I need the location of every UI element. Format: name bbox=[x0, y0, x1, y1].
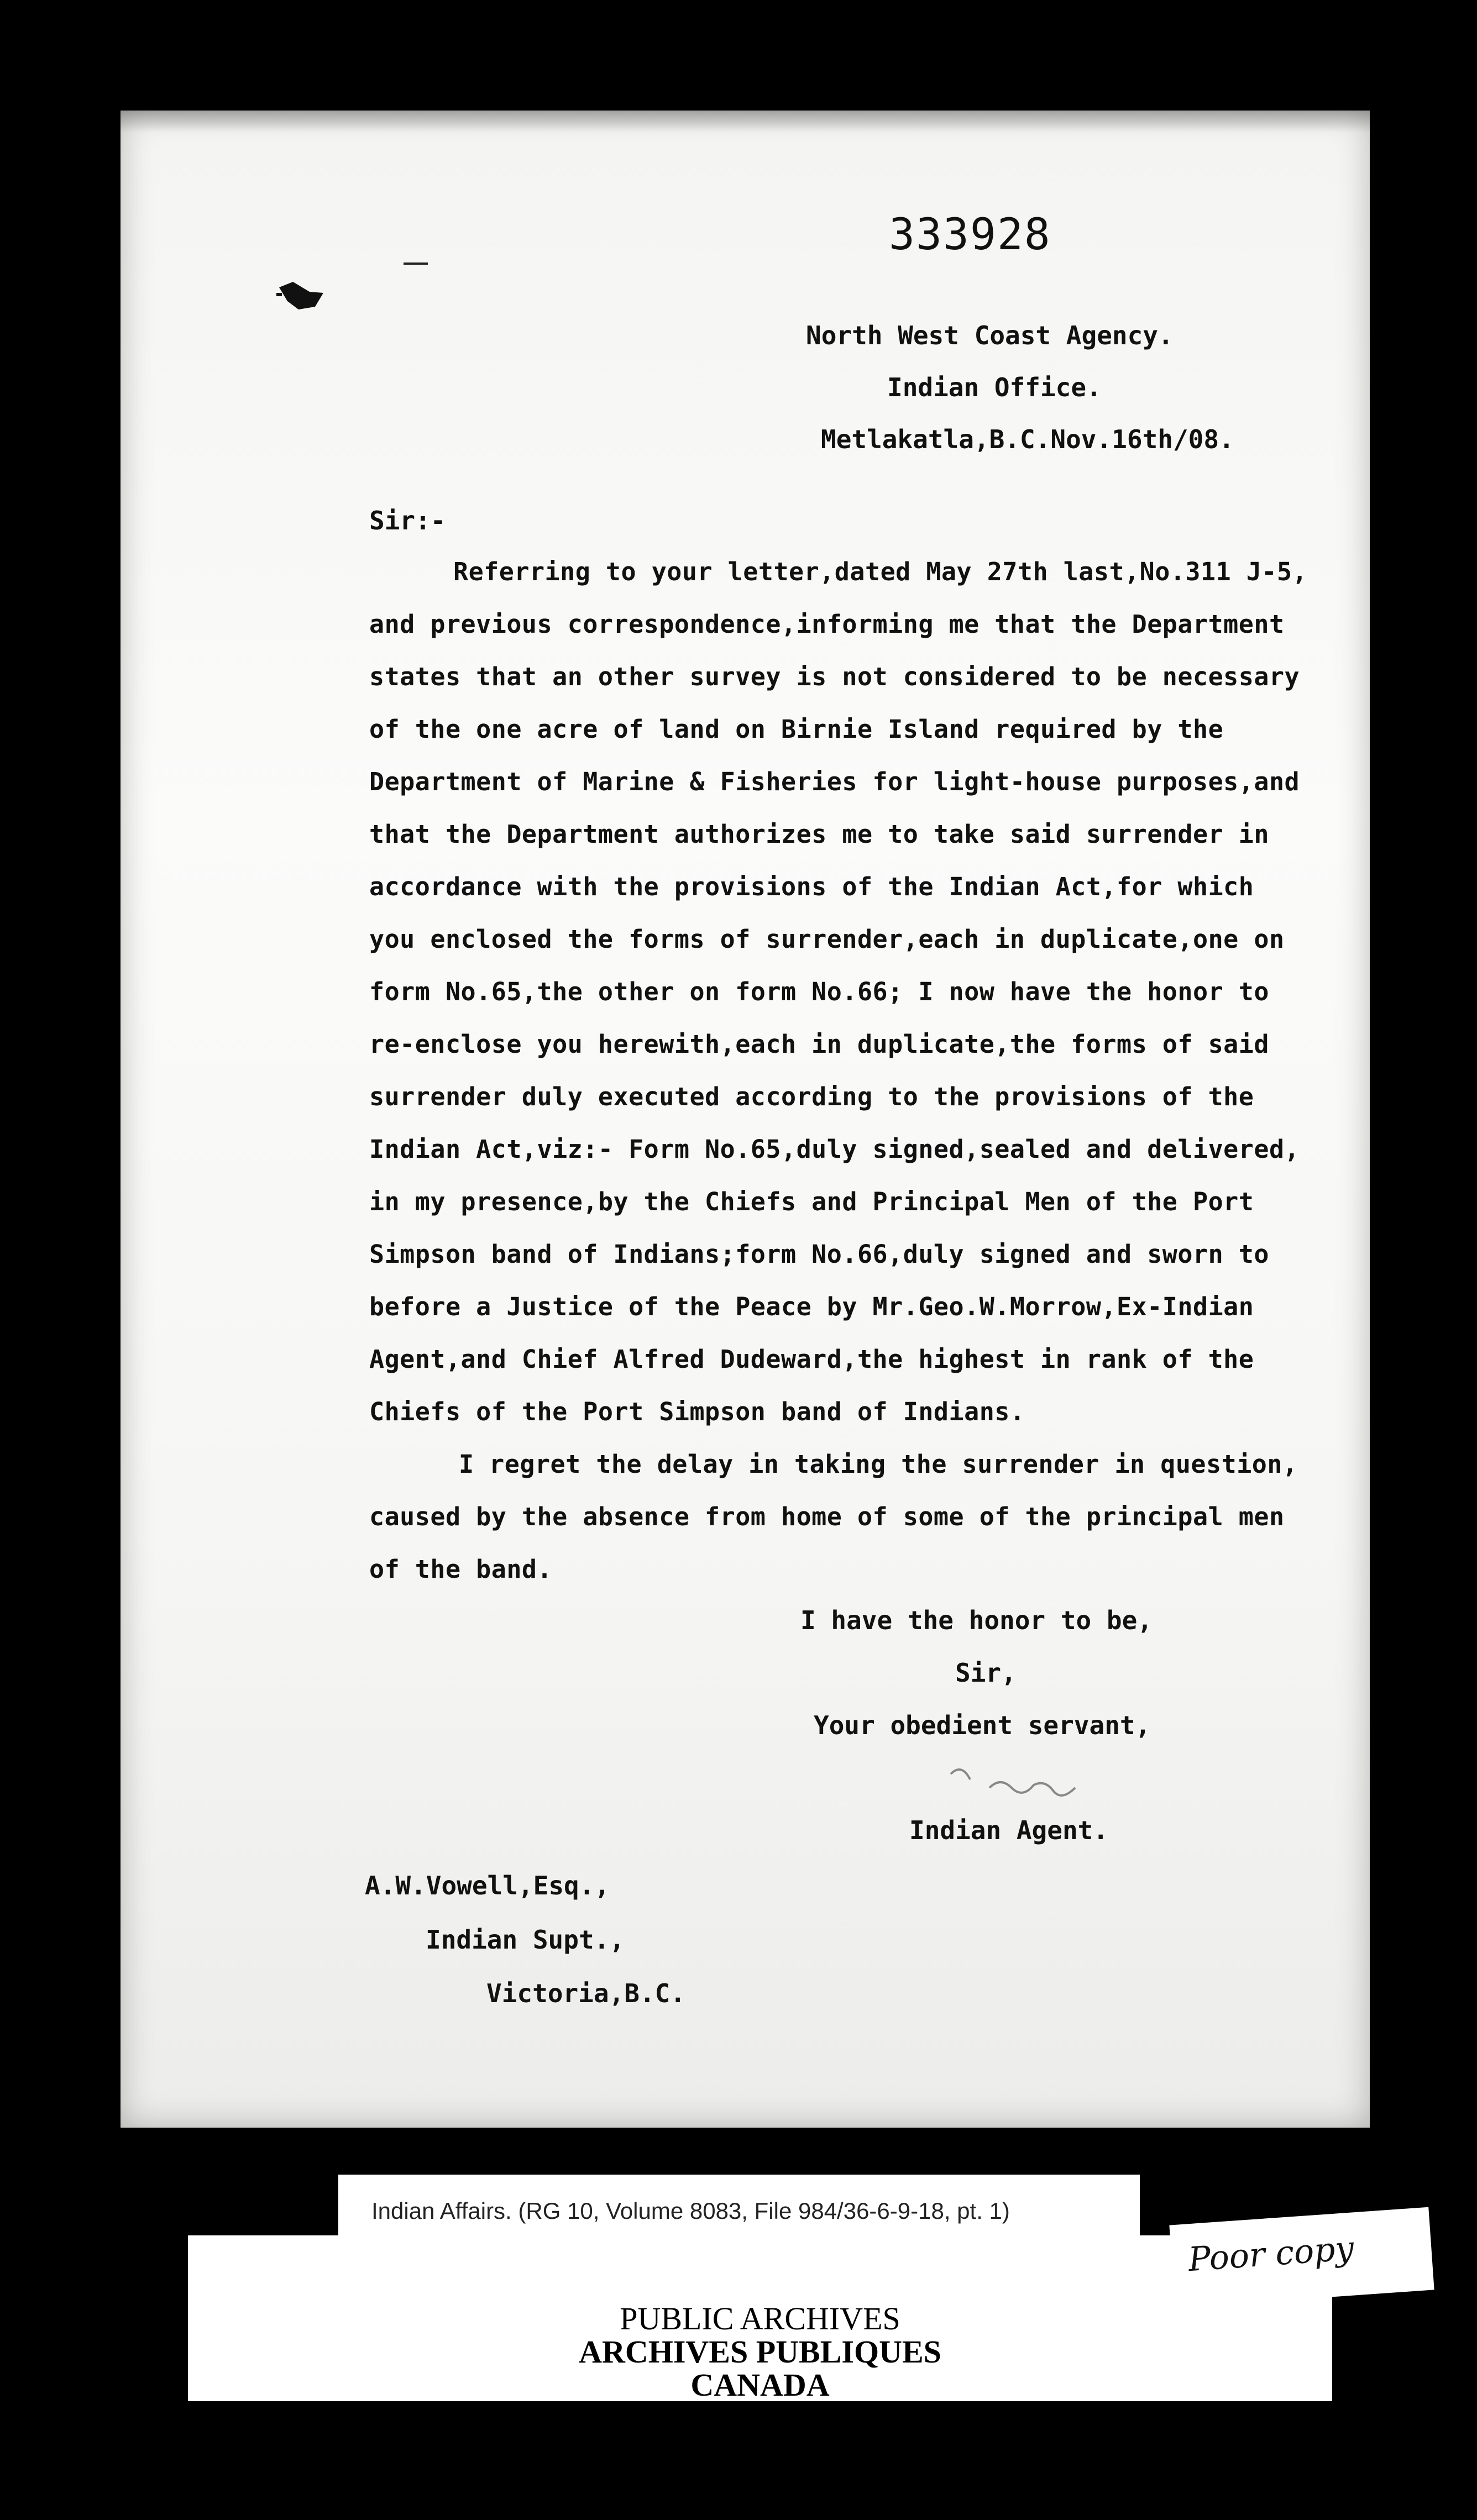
document-number: 333928 bbox=[889, 210, 1051, 260]
body-line: Agent,and Chief Alfred Dudeward,the highest in rank of the bbox=[369, 1345, 1254, 1374]
body-line: Simpson band of Indians;form No.66,duly signed and sworn to bbox=[369, 1240, 1269, 1269]
agency-name: North West Coast Agency. bbox=[806, 321, 1174, 350]
pencil-dash bbox=[404, 262, 428, 265]
body-line: of the one acre of land on Birnie Island required by the bbox=[369, 715, 1224, 744]
signer-title: Indian Agent. bbox=[909, 1815, 1109, 1845]
body-line: caused by the absence from home of some of the principal men bbox=[369, 1502, 1285, 1531]
body-line: surrender duly executed according to the provisions of the bbox=[369, 1082, 1254, 1111]
body-line: Chiefs of the Port Simpson band of Indians. bbox=[369, 1397, 1025, 1426]
handwritten-note: Poor copy bbox=[1187, 2229, 1355, 2280]
body-line: you enclosed the forms of surrender,each in duplicate,one on bbox=[369, 925, 1285, 954]
body-line: states that an other survey is not considered to be necessary bbox=[369, 662, 1300, 691]
body-line: before a Justice of the Peace by Mr.Geo.W.Morrow,Ex-Indian bbox=[369, 1292, 1254, 1321]
archive-reference: Indian Affairs. (RG 10, Volume 8083, File 984/36-6-9-18, pt. 1) bbox=[371, 2198, 1010, 2224]
archive-line-english: PUBLIC ARCHIVES bbox=[620, 2301, 900, 2337]
closing-line: I have the honor to be, bbox=[800, 1605, 1153, 1635]
document-page bbox=[121, 111, 1370, 2128]
body-line: Indian Act,viz:- Form No.65,duly signed,sealed and delivered, bbox=[369, 1135, 1300, 1164]
closing-servant: Your obedient servant, bbox=[814, 1710, 1151, 1740]
archive-stamp bbox=[188, 2235, 1332, 2401]
signature-scribble bbox=[940, 1757, 1106, 1807]
page-shadow bbox=[121, 111, 1370, 133]
recipient-place: Victoria,B.C. bbox=[486, 1978, 686, 2008]
salutation: Sir:- bbox=[369, 506, 446, 536]
body-line: I regret the delay in taking the surrender in question, bbox=[459, 1450, 1298, 1479]
recipient-title: Indian Supt., bbox=[426, 1925, 625, 1955]
archive-line-french: ARCHIVES PUBLIQUES bbox=[579, 2334, 941, 2370]
ink-smudge bbox=[276, 276, 326, 315]
body-line: Referring to your letter,dated May 27th last,No.311 J-5, bbox=[453, 557, 1308, 586]
body-line: that the Department authorizes me to take said surrender in bbox=[369, 820, 1269, 849]
handwritten-note-tag bbox=[1169, 2207, 1434, 2308]
recipient-name: A.W.Vowell,Esq., bbox=[365, 1871, 610, 1901]
place-date: Metlakatla,B.C.Nov.16th/08. bbox=[821, 424, 1234, 454]
body-line: re-enclose you herewith,each in duplicate,the forms of said bbox=[369, 1030, 1269, 1059]
body-line: of the band. bbox=[369, 1555, 553, 1584]
body-line: in my presence,by the Chiefs and Principal Men of the Port bbox=[369, 1187, 1254, 1216]
office-name: Indian Office. bbox=[887, 372, 1102, 402]
body-line: Department of Marine & Fisheries for light-house purposes,and bbox=[369, 767, 1300, 796]
closing-sir: Sir, bbox=[955, 1658, 1017, 1688]
body-line: form No.65,the other on form No.66; I now have the honor to bbox=[369, 977, 1269, 1006]
body-line: and previous correspondence,informing me that the Department bbox=[369, 610, 1285, 639]
body-line: accordance with the provisions of the Indian Act,for which bbox=[369, 872, 1254, 901]
archive-line-country: CANADA bbox=[690, 2367, 830, 2403]
